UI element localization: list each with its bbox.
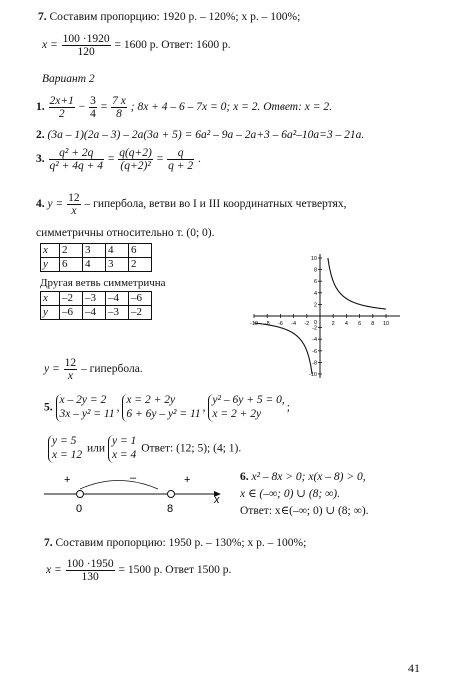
x-tick-label: -4 — [291, 321, 297, 327]
table-2 — [40, 291, 152, 320]
equation-system: x = 2 + 2y 6 + 6y – y² = 11 — [122, 394, 200, 422]
problem-number: 4. — [36, 198, 45, 211]
equation-system: x – 2y = 2 3x – y² = 11 — [56, 394, 115, 422]
task7b-line: 7. Составим пропорцию: 1950 р. – 130%; x р. – 100%; — [44, 537, 307, 549]
y-tick-label: 4 — [313, 290, 317, 297]
axis-label: x — [214, 494, 220, 506]
y-tick-label: -8 — [312, 360, 317, 367]
formula-lhs: x = — [42, 39, 58, 52]
y-tick-label: 8 — [313, 267, 317, 274]
task7b-formula: x = $\frac{100 \cdot 1950}{130}$ = 1500 р. Ответ 1500 р. — [46, 558, 232, 584]
problem-number: 1. — [36, 101, 45, 114]
fraction: $\frac{12}{x}$ — [68, 192, 80, 218]
problem-2: 2. (3a – 1)(2a – 3) – 2a(3a + 5) = 6a² – 9a – 2a+3 – 6a²–10a=3 – 21a. — [36, 129, 365, 141]
task7a-text: Составим пропорцию: 1920 р. – 120%; x р. – 100%; — [49, 11, 301, 23]
task7a-formula — [42, 33, 231, 58]
x-tick-label: 8 — [371, 321, 375, 327]
fraction: $\frac{3}{4}$ — [90, 95, 96, 121]
problem-number: 5. — [44, 401, 53, 414]
problem-1: 1. $\frac{2x+1}{2}$ − $\frac{3}{4}$ = $\frac{7 x}{8}$ ; 8x + 4 – 6 – 7x = 0; x = 2. Ответ: x = 2. — [36, 95, 333, 121]
label-eight: 8 — [167, 503, 174, 515]
x-tick-label: -6 — [277, 321, 283, 327]
problem-3: 3. $\frac{\text{q² + 2q}}{\text{q² + 4q + 4}}$ = $\frac{q(q+2)}{\text{(q+2)²}}$ = $\frac{q}{q + 2}$ . — [36, 147, 201, 173]
x-tick-label: -8 — [264, 321, 270, 327]
hyperbola-label: y = $\frac{12}{x}$ – гипербола. — [44, 357, 143, 383]
x-tick-label: 10 — [382, 321, 390, 327]
x-tick-label: 6 — [358, 321, 362, 327]
fraction: $\frac{12}{x}$ — [64, 357, 77, 383]
task-number: 7. — [38, 11, 47, 23]
y-tick-label: -2 — [312, 325, 317, 332]
fraction: $\frac{2x+1}{2}$ — [49, 95, 74, 121]
y-tick-label: -10 — [309, 372, 317, 378]
interval-arc — [80, 481, 158, 490]
equation-system: y² – 6y + 5 = 0, x = 2 + 2y — [208, 394, 284, 422]
fraction: $\frac{q(q+2)}{\text{(q+2)²}}$ — [119, 147, 152, 173]
table-caption: Другая ветвь симметрична — [40, 277, 166, 289]
point-zero — [77, 491, 84, 498]
x-tick-label: 2 — [331, 321, 335, 327]
sign-minus: – — [130, 472, 137, 484]
x-tick-label: 4 — [344, 321, 348, 327]
table-1 — [40, 243, 152, 272]
number-line — [38, 470, 228, 518]
problem-4-line2: симметричны относительно т. (0; 0). — [36, 227, 215, 239]
task-number: 7. — [44, 537, 53, 549]
problem-5-solutions: y = 5 x = 12 или y = 1 x = 4 Ответ: (12; 5); (4; 1). — [48, 435, 241, 463]
problem-6: 6. x² – 8x > 0; x(x – 8) > 0, — [240, 471, 366, 483]
sign-plus-left: + — [64, 474, 71, 486]
problem-number: 6. — [240, 471, 249, 483]
fraction: $\frac{q}{q + 2}$ — [168, 147, 194, 173]
y-tick-label: 6 — [313, 279, 317, 286]
point-eight — [168, 491, 175, 498]
origin-label: 0 — [313, 320, 317, 326]
equation-system: y = 5 x = 12 — [48, 435, 82, 463]
hyperbola-branch-q1 — [328, 258, 386, 309]
problem-5: 5. x – 2y = 2 3x – y² = 11 , x = 2 + 2y 6 + 6y – y² = 11 , y² – 6y + 5 = 0, x = 2 + 2y ; — [44, 394, 290, 420]
x-tick-label: -2 — [304, 321, 310, 327]
hyperbola-graph — [252, 252, 404, 380]
hyperbola-branch-q3 — [254, 323, 312, 374]
problem-4: 4. y = $\frac{12}{x}$ – гипербола, ветви во I и III координатных четвертях, — [36, 192, 347, 218]
table-row: y 6 4 3 2 — [41, 258, 152, 272]
fraction: $\frac{\text{q² + 2q}}{\text{q² + 4q + 4}}$ — [49, 147, 103, 173]
y-tick-label: -6 — [312, 348, 317, 355]
table-row: y –6 –4 –3 –2 — [41, 306, 152, 320]
sign-plus-right: + — [184, 474, 191, 486]
page-number: 41 — [408, 661, 420, 675]
problem-6-line2: x ∈ (–∞; 0) ∪ (8; ∞). — [240, 488, 341, 500]
table-row: x –2 –3 –4 –6 — [41, 292, 152, 306]
problem-number: 3. — [36, 153, 45, 166]
label-zero: 0 — [76, 503, 83, 515]
fraction: $\frac{100 \cdot 1950}{130}$ — [66, 558, 114, 584]
equation-system: y = 1 x = 4 — [108, 435, 136, 463]
variant-heading: Вариант 2 — [42, 73, 95, 85]
fraction: $\frac{100 \cdot 1920}{120}$ — [62, 33, 110, 59]
task7a-line — [38, 12, 300, 24]
x-tick-label: -10 — [250, 321, 258, 327]
table-row: x 2 3 4 6 — [41, 244, 152, 258]
y-tick-label: 2 — [313, 302, 317, 309]
y-tick-label: 10 — [310, 256, 317, 262]
fraction: $\frac{7 x}{8}$ — [112, 95, 126, 121]
problem-number: 2. — [36, 129, 45, 141]
formula-rhs: = 1600 р. Ответ: 1600 р. — [114, 39, 231, 52]
problem-6-answer: Ответ: x∈(–∞; 0) ∪ (8; ∞). — [240, 505, 369, 517]
y-tick-label: -4 — [312, 337, 317, 344]
